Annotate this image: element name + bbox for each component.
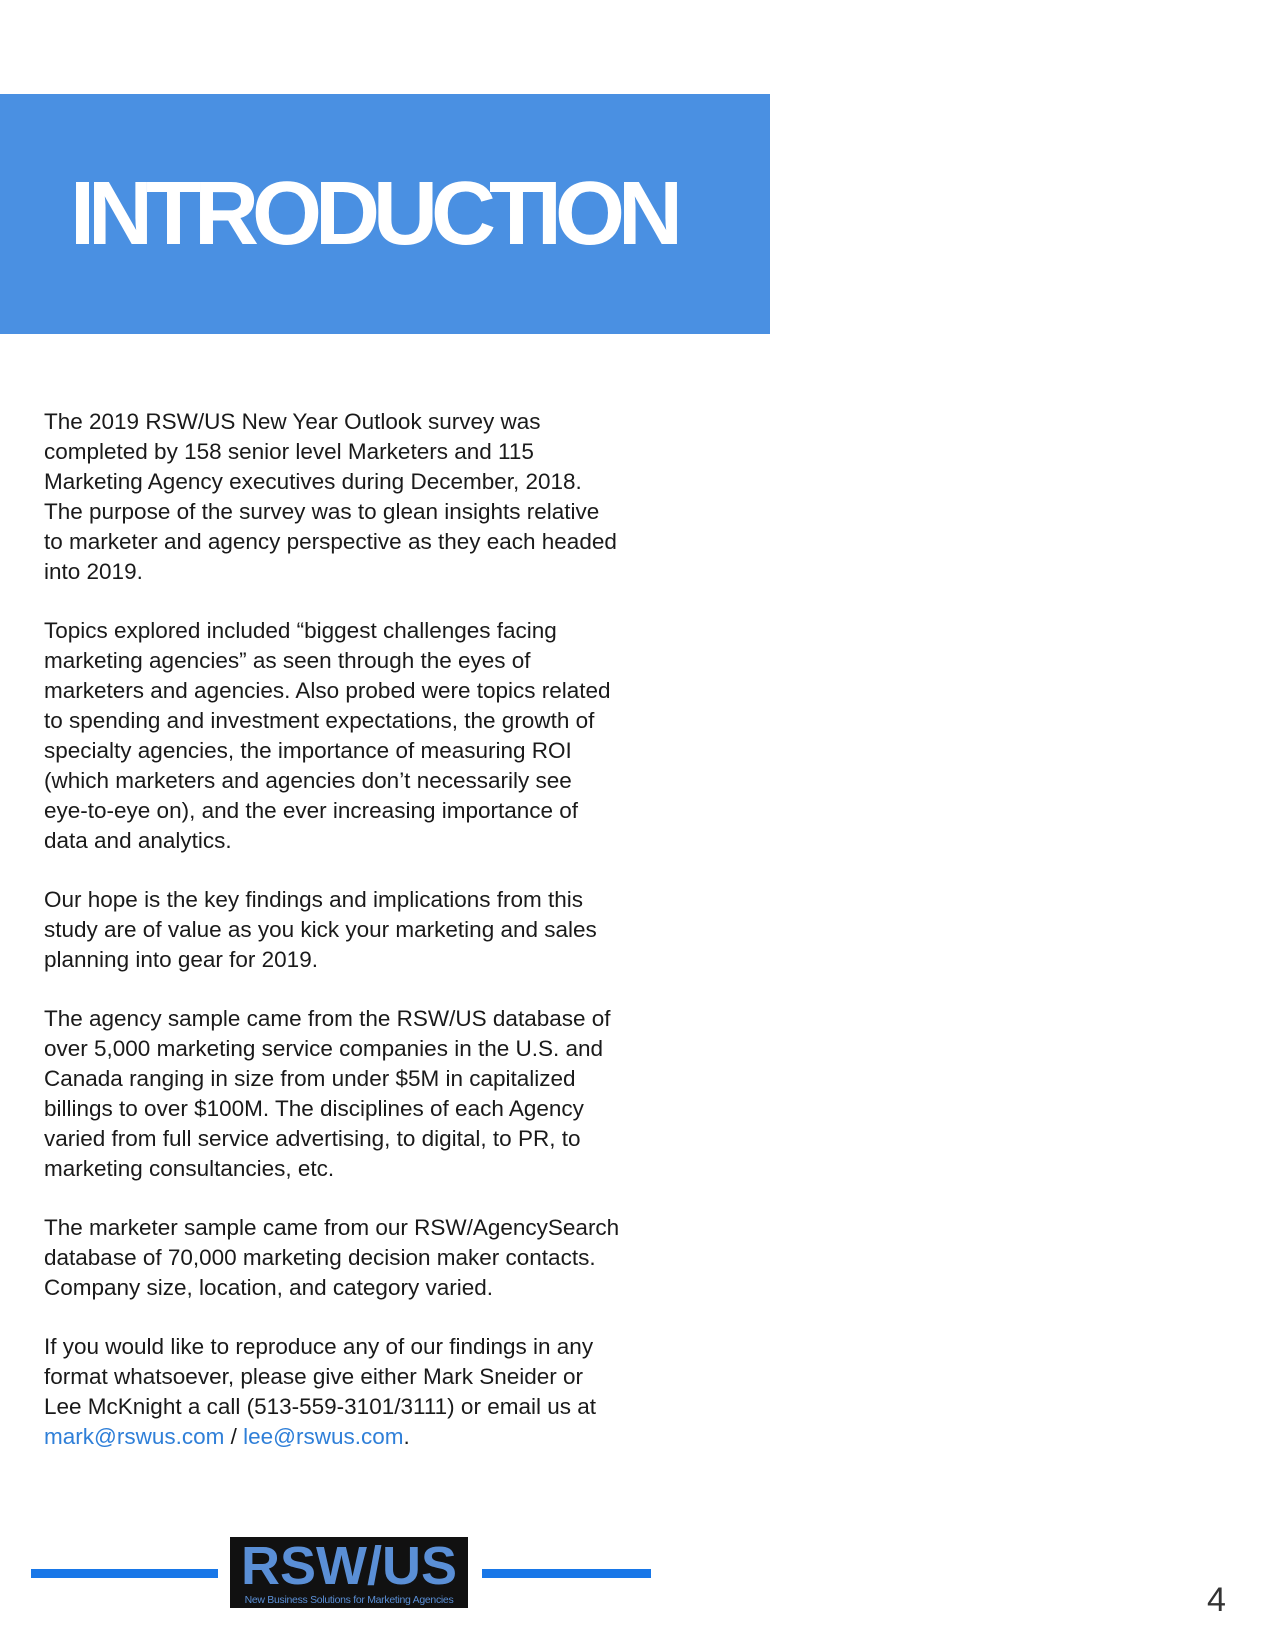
logo-tagline: New Business Solutions for Marketing Agencies xyxy=(244,1594,454,1606)
hope-paragraph: Our hope is the key findings and implications from this study are of value as you kick your marketing and sales planning into gear for 2019. xyxy=(44,887,597,972)
email-link-lee[interactable]: lee@rswus.com xyxy=(243,1424,404,1449)
intro-body xyxy=(44,407,664,1481)
email-separator: / xyxy=(224,1424,244,1449)
page-title: INTRODUCTION xyxy=(70,164,676,264)
contact-paragraph xyxy=(44,1332,664,1452)
footer-divider-left xyxy=(31,1569,218,1578)
intro-paragraph: The 2019 RSW/US New Year Outlook survey was completed by 158 senior level Marketers and 115 Marketing Agency executives during December, 2018. The purpose of the survey was to glean insights relative to marketer and agency perspective as they each headed into 2019. xyxy=(44,409,617,584)
marketer-sample-paragraph: The marketer sample came from our RSW/AgencySearch database of 70,000 marketing decision maker contacts. Company size, location, and category varied. xyxy=(44,1215,620,1300)
contact-end: . xyxy=(403,1424,410,1449)
rswus-logo xyxy=(230,1537,468,1608)
email-link-mark[interactable]: mark@rswus.com xyxy=(44,1424,225,1449)
agency-sample-paragraph: The agency sample came from the RSW/US database of over 5,000 marketing service companies in the U.S. and Canada ranging in size from under $5M in capitalized billings to over $100M. The disciplines of each Agency varied from full service advertising, to digital, to PR, to marketing consultancies, etc. xyxy=(44,1006,611,1181)
topics-paragraph: Topics explored included “biggest challenges facing marketing agencies” as seen through the eyes of marketers and agencies. Also probed were topics related to spending and investment expectations, the growth of specialty agencies, the importance of measuring ROI (which marketers and agencies don’t necessarily see eye-to-eye on), and the ever increasing importance of data and analytics. xyxy=(44,618,611,853)
contact-text: If you would like to reproduce any of our findings in any format whatsoever, please give either Mark Sneider or Lee McKnight a call (513-559-3101/3111) or email us at xyxy=(44,1334,596,1419)
logo-wordmark: RSW/US xyxy=(241,1537,457,1596)
page-number: 4 xyxy=(1207,1581,1226,1619)
footer-divider-right xyxy=(482,1569,651,1578)
